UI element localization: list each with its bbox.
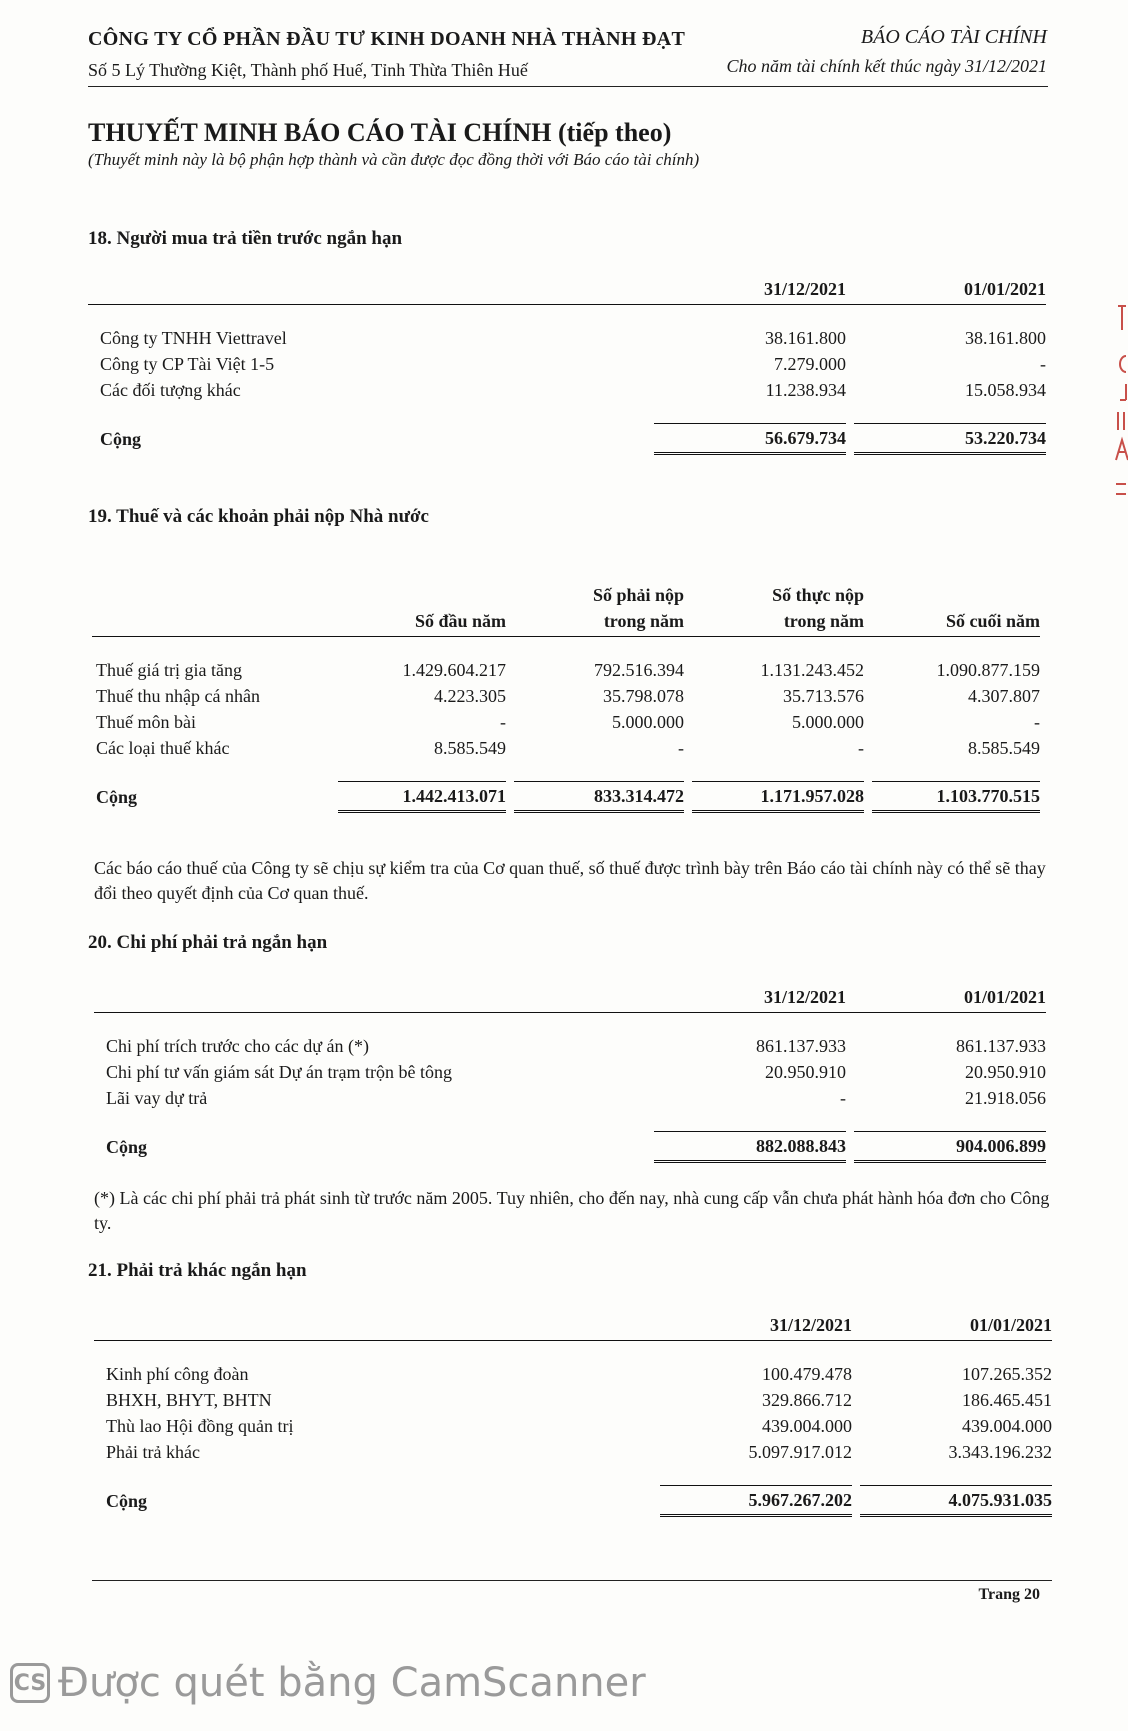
table-row: Lãi vay dự trả - 21.918.056 — [106, 1088, 1046, 1108]
section-21-table: 31/12/2021 01/01/2021 Kinh phí công đoàn 100.479.478 107.265.352 BHXH, BHYT, BHTN 329.866.712 186.465.451 Thù lao Hội đồng quản trị 439.004.000 439.004.000 Phải trả khác 5.097.917.012 3.343.196.232 Cộng 5.967.267.202 4.075.931.035 — [94, 1312, 1052, 1517]
total-row: Cộng 882.088.843 904.006.899 — [94, 1131, 1046, 1163]
report-period: Cho năm tài chính kết thúc ngày 31/12/2021 — [726, 56, 1047, 76]
col-header-31-12-2021: 31/12/2021 — [646, 276, 846, 305]
report-title: BÁO CÁO TÀI CHÍNH — [860, 26, 1047, 48]
camscanner-watermark — [10, 1660, 646, 1706]
col-header-paid: Số thực nộp trong năm — [684, 582, 864, 637]
table-row: Công ty CP Tài Việt 1-5 7.279.000 - — [100, 354, 1046, 374]
header-divider — [88, 86, 1048, 87]
page-subtitle: (Thuyết minh này là bộ phận hợp thành và cần được đọc đồng thời với Báo cáo tài chính) — [88, 150, 700, 169]
table-row: Thuế giá trị gia tăng 1.429.604.217 792.516.394 1.131.243.452 1.090.877.159 — [96, 660, 1040, 680]
table-row: Phải trả khác 5.097.917.012 3.343.196.232 — [106, 1442, 1052, 1462]
table-row: Chi phí trích trước cho các dự án (*) 861.137.933 861.137.933 — [106, 1036, 1046, 1056]
page-title: THUYẾT MINH BÁO CÁO TÀI CHÍNH (tiếp theo) — [88, 118, 672, 147]
section-19-note: Các báo cáo thuế của Công ty sẽ chịu sự kiểm tra của Cơ quan thuế, số thuế được trình bày trên Báo cáo tài chính này có thể sẽ thay đổi theo quyết định của Cơ quan thuế. — [94, 858, 1046, 903]
col-header-closing: Số cuối năm — [864, 582, 1040, 637]
table-row: Kinh phí công đoàn 100.479.478 107.265.352 — [106, 1364, 1052, 1384]
watermark-text: Được quét bằng CamScanner — [58, 1660, 646, 1706]
total-row: Cộng 5.967.267.202 4.075.931.035 — [94, 1485, 1052, 1517]
col-header-payable: Số phải nộp trong năm — [506, 582, 684, 637]
section-21-title: 21. Phải trả khác ngắn hạn — [88, 1260, 307, 1281]
total-row: Cộng 56.679.734 53.220.734 — [88, 423, 1046, 455]
table-row: Các đối tượng khác 11.238.934 15.058.934 — [100, 380, 1046, 400]
section-19-title: 19. Thuế và các khoản phải nộp Nhà nước — [88, 506, 429, 527]
seal-stamp-edge-icon — [1112, 300, 1128, 520]
table-row: Thù lao Hội đồng quản trị 439.004.000 439.004.000 — [106, 1416, 1052, 1436]
table-row: Chi phí tư vấn giám sát Dự án trạm trộn bê tông 20.950.910 20.950.910 — [106, 1062, 1046, 1082]
page-number: Trang 20 — [978, 1586, 1040, 1603]
section-20-table: 31/12/2021 01/01/2021 Chi phí trích trước cho các dự án (*) 861.137.933 861.137.933 Chi phí tư vấn giám sát Dự án trạm trộn bê tông 20.950.910 20.950.910 Lãi vay dự trả - 21.918.056 Cộng 882.088.843 904.006.899 — [94, 984, 1046, 1163]
table-row: Các loại thuế khác 8.585.549 - - 8.585.549 — [96, 738, 1040, 758]
table-row: Công ty TNHH Viettravel 38.161.800 38.161.800 — [100, 328, 1046, 348]
table-row: Thuế thu nhập cá nhân 4.223.305 35.798.078 35.713.576 4.307.807 — [96, 686, 1040, 706]
total-row: Cộng 1.442.413.071 833.314.472 1.171.957.028 1.103.770.515 — [92, 781, 1040, 813]
table-row: BHXH, BHYT, BHTN 329.866.712 186.465.451 — [106, 1390, 1052, 1410]
section-20-note: (*) Là các chi phí phải trả phát sinh từ trước năm 2005. Tuy nhiên, cho đến nay, nhà cung cấp vẫn chưa phát hành hóa đơn cho Công ty. — [94, 1188, 1050, 1233]
section-18-table — [88, 276, 1046, 455]
col-header-01-01-2021: 01/01/2021 — [846, 276, 1046, 305]
table-row: Thuế môn bài - 5.000.000 5.000.000 - — [96, 712, 1040, 732]
footer-divider — [92, 1580, 1052, 1581]
section-18-title: 18. Người mua trả tiền trước ngắn hạn — [88, 228, 403, 249]
section-20-title: 20. Chi phí phải trả ngắn hạn — [88, 932, 328, 953]
section-19-table — [92, 582, 1040, 813]
camscanner-logo-icon: CS — [10, 1663, 50, 1703]
col-header-opening: Số đầu năm — [330, 582, 506, 637]
company-name: CÔNG TY CỔ PHẦN ĐẦU TƯ KINH DOANH NHÀ THÀNH ĐẠT — [88, 28, 686, 50]
company-address: Số 5 Lý Thường Kiệt, Thành phố Huế, Tỉnh Thừa Thiên Huế — [88, 60, 528, 80]
